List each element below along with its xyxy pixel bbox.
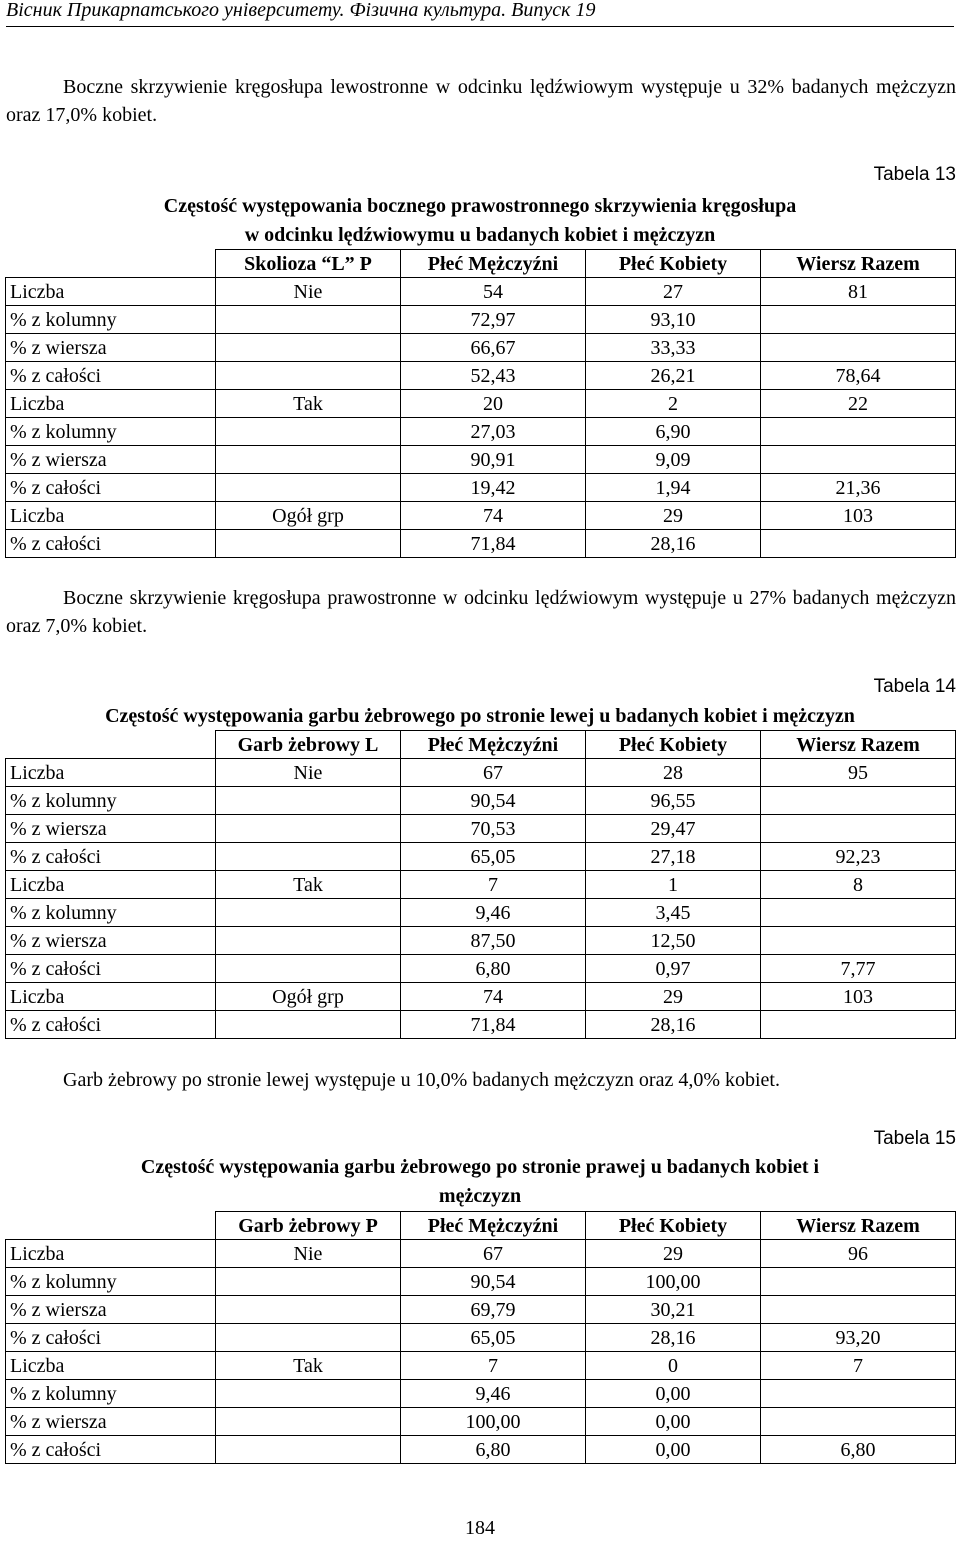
table-cell	[761, 1268, 956, 1296]
header-blank-cell	[6, 731, 216, 759]
table-row	[6, 1011, 956, 1039]
table-row	[6, 334, 956, 362]
table-cell: 28,16	[586, 1011, 761, 1039]
table-cell: 96	[761, 1240, 956, 1268]
row-label-cell: Liczba	[6, 1240, 216, 1268]
row-label-cell: % z całości	[6, 474, 216, 502]
table-cell: 7	[761, 1352, 956, 1380]
table-cell: 71,84	[401, 1011, 586, 1039]
table-cell	[761, 927, 956, 955]
table-cell	[761, 334, 956, 362]
table-row	[6, 899, 956, 927]
table-row	[6, 1380, 956, 1408]
table-cell: 93,20	[761, 1324, 956, 1352]
table-row	[6, 871, 956, 899]
table-13-label: Tabela 13	[873, 164, 956, 185]
paragraph-left-curvature: Boczne skrzywienie kręgosłupa lewostronne w odcinku lędźwiowym występuje u 32% badanych mężczyzn oraz 17,0% kobiet.	[6, 76, 956, 126]
table-cell	[761, 418, 956, 446]
table-cell: 103	[761, 502, 956, 530]
table-cell: 2	[586, 390, 761, 418]
table-row	[6, 787, 956, 815]
table-14-title: Częstość występowania garbu żebrowego po stronie lewej u badanych kobiet i mężczyzn	[105, 705, 855, 727]
table-cell	[216, 334, 401, 362]
row-label-cell: % z całości	[6, 1011, 216, 1039]
table-cell: 100,00	[401, 1408, 586, 1436]
table-cell: 9,46	[401, 1380, 586, 1408]
row-label-cell: % z całości	[6, 1436, 216, 1464]
table-cell: 69,79	[401, 1296, 586, 1324]
table-15-title-line-2: mężczyzn	[438, 1185, 522, 1207]
table-cell: 74	[401, 502, 586, 530]
table-cell: 3,45	[586, 899, 761, 927]
table-cell	[216, 843, 401, 871]
table-row	[6, 306, 956, 334]
table-row	[6, 1240, 956, 1268]
table-cell: 22	[761, 390, 956, 418]
table-cell: 6,80	[401, 1436, 586, 1464]
table-cell: 90,54	[401, 787, 586, 815]
table-row	[6, 362, 956, 390]
table-cell: 95	[761, 759, 956, 787]
row-label-cell: Liczba	[6, 871, 216, 899]
row-label-cell: % z kolumny	[6, 787, 216, 815]
table-cell: 21,36	[761, 474, 956, 502]
row-label-cell: % z kolumny	[6, 306, 216, 334]
table-row	[6, 474, 956, 502]
table-cell: 103	[761, 983, 956, 1011]
table-cell: 7	[401, 1352, 586, 1380]
table-cell: 74	[401, 983, 586, 1011]
table-row	[6, 1408, 956, 1436]
table-cell: 28,16	[586, 530, 761, 558]
running-header	[6, 0, 954, 27]
table-cell	[216, 927, 401, 955]
table-cell: 0,00	[586, 1436, 761, 1464]
table-header-row	[6, 1212, 956, 1240]
column-header: Skolioza “L” P	[216, 250, 401, 278]
table-cell: 67	[401, 759, 586, 787]
table-14-label: Tabela 14	[873, 676, 956, 697]
table-cell: 7	[401, 871, 586, 899]
table-cell: 29	[586, 502, 761, 530]
table-cell: 29,47	[586, 815, 761, 843]
table-cell	[761, 1296, 956, 1324]
table-cell: 12,50	[586, 927, 761, 955]
row-label-cell: % z całości	[6, 1324, 216, 1352]
table-cell: 26,21	[586, 362, 761, 390]
table-cell: 90,54	[401, 1268, 586, 1296]
page-number: 184	[465, 1517, 495, 1539]
table-cell: 6,80	[401, 955, 586, 983]
table-cell: 1,94	[586, 474, 761, 502]
table-cell	[761, 446, 956, 474]
table-cell: 92,23	[761, 843, 956, 871]
row-label-cell: % z wiersza	[6, 1408, 216, 1436]
row-label-cell: % z całości	[6, 530, 216, 558]
table-row	[6, 1268, 956, 1296]
table-row	[6, 278, 956, 306]
table-cell: 6,80	[761, 1436, 956, 1464]
table-cell: 29	[586, 983, 761, 1011]
table-cell	[216, 474, 401, 502]
row-label-cell: % z kolumny	[6, 899, 216, 927]
table-cell: 30,21	[586, 1296, 761, 1324]
table-row	[6, 927, 956, 955]
row-label-cell: Liczba	[6, 390, 216, 418]
table-cell	[216, 1436, 401, 1464]
table-cell: Nie	[216, 1240, 401, 1268]
row-label-cell: % z wiersza	[6, 334, 216, 362]
table-cell	[216, 787, 401, 815]
table-row	[6, 1296, 956, 1324]
table-cell	[216, 362, 401, 390]
table-cell: 20	[401, 390, 586, 418]
column-header: Garb żebrowy P	[216, 1212, 401, 1240]
table-cell: 27,18	[586, 843, 761, 871]
table-row	[6, 530, 956, 558]
table-cell: 28,16	[586, 1324, 761, 1352]
row-label-cell: % z wiersza	[6, 1296, 216, 1324]
row-label-cell: Liczba	[6, 759, 216, 787]
column-header: Płeć Kobiety	[586, 731, 761, 759]
header-blank-cell	[6, 250, 216, 278]
table-row	[6, 418, 956, 446]
row-label-cell: Liczba	[6, 278, 216, 306]
table-cell	[216, 306, 401, 334]
journal-title: Вісник Прикарпатського університету. Фізична культура. Випуск 19	[6, 0, 596, 21]
table-row	[6, 983, 956, 1011]
table-cell: Nie	[216, 759, 401, 787]
table-cell	[216, 955, 401, 983]
table-cell	[216, 899, 401, 927]
column-header: Płeć Mężczyźni	[401, 250, 586, 278]
table-cell: 65,05	[401, 1324, 586, 1352]
table-cell: 72,97	[401, 306, 586, 334]
table-cell	[216, 1324, 401, 1352]
table-cell: 0	[586, 1352, 761, 1380]
table-cell: 19,42	[401, 474, 586, 502]
table-row	[6, 843, 956, 871]
table-cell	[216, 1268, 401, 1296]
column-header: Wiersz Razem	[761, 731, 956, 759]
row-label-cell: % z wiersza	[6, 446, 216, 474]
table-cell: 65,05	[401, 843, 586, 871]
table-15-label: Tabela 15	[873, 1128, 956, 1149]
table-13-title-line-1: Częstość występowania bocznego prawostronnego skrzywienia kręgosłupa	[163, 195, 797, 217]
column-header: Płeć Kobiety	[586, 1212, 761, 1240]
row-label-cell: % z kolumny	[6, 1268, 216, 1296]
table-cell: 87,50	[401, 927, 586, 955]
table-cell: 9,09	[586, 446, 761, 474]
row-label-cell: Liczba	[6, 1352, 216, 1380]
row-label-cell: Liczba	[6, 502, 216, 530]
table-cell: 6,90	[586, 418, 761, 446]
table-cell: 27	[586, 278, 761, 306]
row-label-cell: % z wiersza	[6, 927, 216, 955]
table-cell	[216, 815, 401, 843]
table-row	[6, 1352, 956, 1380]
row-label-cell: % z kolumny	[6, 418, 216, 446]
table-cell: 54	[401, 278, 586, 306]
row-label-cell: % z całości	[6, 843, 216, 871]
row-label-cell: % z wiersza	[6, 815, 216, 843]
table-cell: Tak	[216, 1352, 401, 1380]
table-cell: Tak	[216, 390, 401, 418]
table-row	[6, 1324, 956, 1352]
header-blank-cell	[6, 1212, 216, 1240]
table-cell: Ogół grp	[216, 502, 401, 530]
table-cell: 81	[761, 278, 956, 306]
table-cell: 28	[586, 759, 761, 787]
table-cell	[216, 1408, 401, 1436]
table-cell: 52,43	[401, 362, 586, 390]
table-cell: 0,00	[586, 1408, 761, 1436]
table-15	[5, 1211, 956, 1464]
table-cell: Ogół grp	[216, 983, 401, 1011]
table-cell: 93,10	[586, 306, 761, 334]
table-cell: 29	[586, 1240, 761, 1268]
table-row	[6, 759, 956, 787]
column-header: Wiersz Razem	[761, 250, 956, 278]
table-cell: 9,46	[401, 899, 586, 927]
row-label-cell: Liczba	[6, 983, 216, 1011]
table-14	[5, 730, 956, 1039]
table-row	[6, 502, 956, 530]
table-cell: 0,00	[586, 1380, 761, 1408]
column-header: Płeć Mężczyźni	[401, 731, 586, 759]
table-13-title-line-2: w odcinku lędźwiowymu u badanych kobiet i mężczyzn	[244, 224, 716, 246]
table-cell: 67	[401, 1240, 586, 1268]
table-cell	[216, 530, 401, 558]
table-cell	[216, 1380, 401, 1408]
column-header: Płeć Mężczyźni	[401, 1212, 586, 1240]
table-cell: 96,55	[586, 787, 761, 815]
table-cell: 8	[761, 871, 956, 899]
column-header: Garb żebrowy L	[216, 731, 401, 759]
table-header-row	[6, 250, 956, 278]
table-cell	[216, 1296, 401, 1324]
column-header: Płeć Kobiety	[586, 250, 761, 278]
table-cell: Nie	[216, 278, 401, 306]
table-cell	[761, 306, 956, 334]
table-cell	[761, 787, 956, 815]
row-label-cell: % z kolumny	[6, 1380, 216, 1408]
table-cell: Tak	[216, 871, 401, 899]
paragraph-right-curvature: Boczne skrzywienie kręgosłupa prawostronne w odcinku lędźwiowym występuje u 27% badanych mężczyzn oraz 7,0% kobiet.	[6, 587, 956, 637]
table-cell	[761, 530, 956, 558]
table-cell	[216, 1011, 401, 1039]
row-label-cell: % z całości	[6, 955, 216, 983]
table-cell: 1	[586, 871, 761, 899]
table-13	[5, 249, 956, 558]
table-cell: 27,03	[401, 418, 586, 446]
table-cell: 70,53	[401, 815, 586, 843]
table-15-title-line-1: Częstość występowania garbu żebrowego po stronie prawej u badanych kobiet i	[140, 1156, 820, 1178]
table-cell: 0,97	[586, 955, 761, 983]
table-row	[6, 955, 956, 983]
table-cell: 66,67	[401, 334, 586, 362]
table-row	[6, 446, 956, 474]
table-cell	[761, 815, 956, 843]
table-header-row	[6, 731, 956, 759]
table-row	[6, 815, 956, 843]
table-cell	[761, 1011, 956, 1039]
table-cell	[761, 1380, 956, 1408]
table-cell: 7,77	[761, 955, 956, 983]
table-cell: 33,33	[586, 334, 761, 362]
row-label-cell: % z całości	[6, 362, 216, 390]
table-cell	[216, 446, 401, 474]
table-cell	[216, 418, 401, 446]
paragraph-left-rib-hump: Garb żebrowy po stronie lewej występuje u 10,0% badanych mężczyzn oraz 4,0% kobiet.	[63, 1069, 780, 1091]
table-cell: 100,00	[586, 1268, 761, 1296]
table-row	[6, 1436, 956, 1464]
table-cell: 90,91	[401, 446, 586, 474]
table-cell: 78,64	[761, 362, 956, 390]
table-row	[6, 390, 956, 418]
table-cell	[761, 899, 956, 927]
table-cell: 71,84	[401, 530, 586, 558]
table-cell	[761, 1408, 956, 1436]
column-header: Wiersz Razem	[761, 1212, 956, 1240]
